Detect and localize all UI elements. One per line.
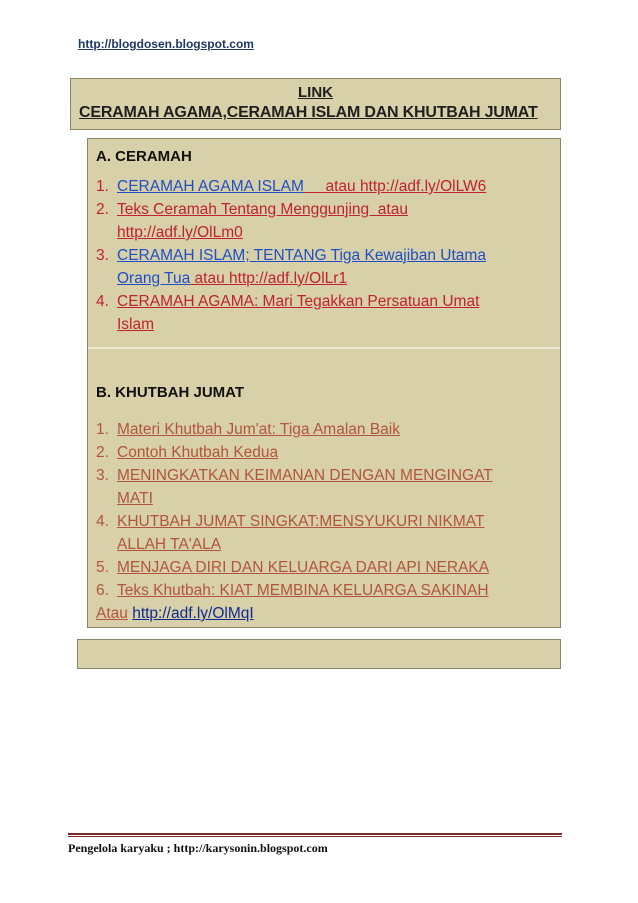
- list-item-continuation: [96, 487, 577, 510]
- page-title: CERAMAH AGAMA,CERAMAH ISLAM DAN KHUTBAH JUMAT: [79, 104, 538, 121]
- title-panel: [70, 78, 561, 130]
- khutbah-link-4-cont[interactable]: ALLAH TA'ALA: [117, 536, 222, 553]
- title-link-label: LINK: [298, 84, 333, 101]
- ceramah-url-3[interactable]: http://adf.ly/OlLr1: [229, 270, 348, 287]
- section-heading-khutbah: B. KHUTBAH JUMAT: [96, 384, 245, 401]
- section-divider: [88, 347, 560, 349]
- footer-divider-thin: [68, 836, 562, 837]
- khutbah-link-5[interactable]: MENJAGA DIRI DAN KELUARGA DARI API NERAKA: [117, 559, 490, 576]
- item-number: 2.: [96, 444, 109, 461]
- khutbah-link-3-cont[interactable]: MATI: [117, 490, 153, 507]
- atau-separator: atau: [303, 178, 360, 195]
- footer-divider: [68, 833, 562, 835]
- list-item: [96, 244, 556, 267]
- list-item: [96, 418, 556, 441]
- list-item-continuation: [96, 221, 577, 244]
- list-item-continuation: [96, 313, 577, 336]
- ceramah-link-3[interactable]: CERAMAH ISLAM; TENTANG Tiga Kewajiban Utama: [117, 247, 486, 264]
- ceramah-url-2[interactable]: http://adf.ly/OlLm0: [117, 224, 243, 241]
- list-item: [96, 579, 556, 602]
- item-number: 4.: [96, 293, 109, 310]
- item-number: 1.: [96, 421, 109, 438]
- item-number: 5.: [96, 559, 109, 576]
- list-item-continuation: [96, 267, 577, 290]
- ceramah-link-4[interactable]: CERAMAH AGAMA: Mari Tegakkan Persatuan Umat: [117, 293, 480, 310]
- atau-separator: atau: [190, 270, 230, 287]
- khutbah-url-6[interactable]: http://adf.ly/OlMqI: [132, 605, 254, 622]
- empty-panel: [77, 639, 561, 669]
- list-item-continuation: [96, 602, 556, 625]
- list-item: [96, 198, 556, 221]
- footer-text: Pengelola karyaku ; http://karysonin.blogspot.com: [68, 841, 328, 855]
- item-number: 4.: [96, 513, 109, 530]
- list-item: [96, 175, 556, 198]
- header-url-link[interactable]: http://blogdosen.blogspot.com: [78, 37, 254, 51]
- ceramah-link-1[interactable]: CERAMAH AGAMA ISLAM: [117, 178, 304, 195]
- khutbah-link-3[interactable]: MENINGKATKAN KEIMANAN DENGAN MENGINGAT: [117, 467, 493, 484]
- khutbah-link-1[interactable]: Materi Khutbah Jum'at: Tiga Amalan Baik: [117, 421, 400, 438]
- item-number: 1.: [96, 178, 109, 195]
- ceramah-link-2[interactable]: Teks Ceramah Tentang Menggunjing atau: [117, 201, 408, 218]
- list-item: [96, 290, 556, 313]
- links-panel: [87, 138, 561, 628]
- item-number: 6.: [96, 582, 109, 599]
- ceramah-link-4-cont[interactable]: Islam: [117, 316, 155, 333]
- item-number: 3.: [96, 467, 109, 484]
- section-heading-ceramah: A. CERAMAH: [96, 148, 192, 165]
- list-item: [96, 510, 556, 533]
- item-number: 3.: [96, 247, 109, 264]
- list-item: [96, 464, 556, 487]
- ceramah-link-3-cont[interactable]: Orang Tua: [117, 270, 191, 287]
- ceramah-url-1[interactable]: http://adf.ly/OlLW6: [359, 178, 487, 195]
- list-item: [96, 441, 556, 464]
- list-item: [96, 556, 556, 579]
- khutbah-link-2[interactable]: Contoh Khutbah Kedua: [117, 444, 279, 461]
- list-item-continuation: [96, 533, 577, 556]
- atau-label: Atau: [96, 605, 128, 622]
- khutbah-link-6[interactable]: Teks Khutbah: KIAT MEMBINA KELUARGA SAKINAH: [117, 582, 489, 599]
- item-number: 2.: [96, 201, 109, 218]
- khutbah-link-4[interactable]: KHUTBAH JUMAT SINGKAT:MENSYUKURI NIKMAT: [117, 513, 485, 530]
